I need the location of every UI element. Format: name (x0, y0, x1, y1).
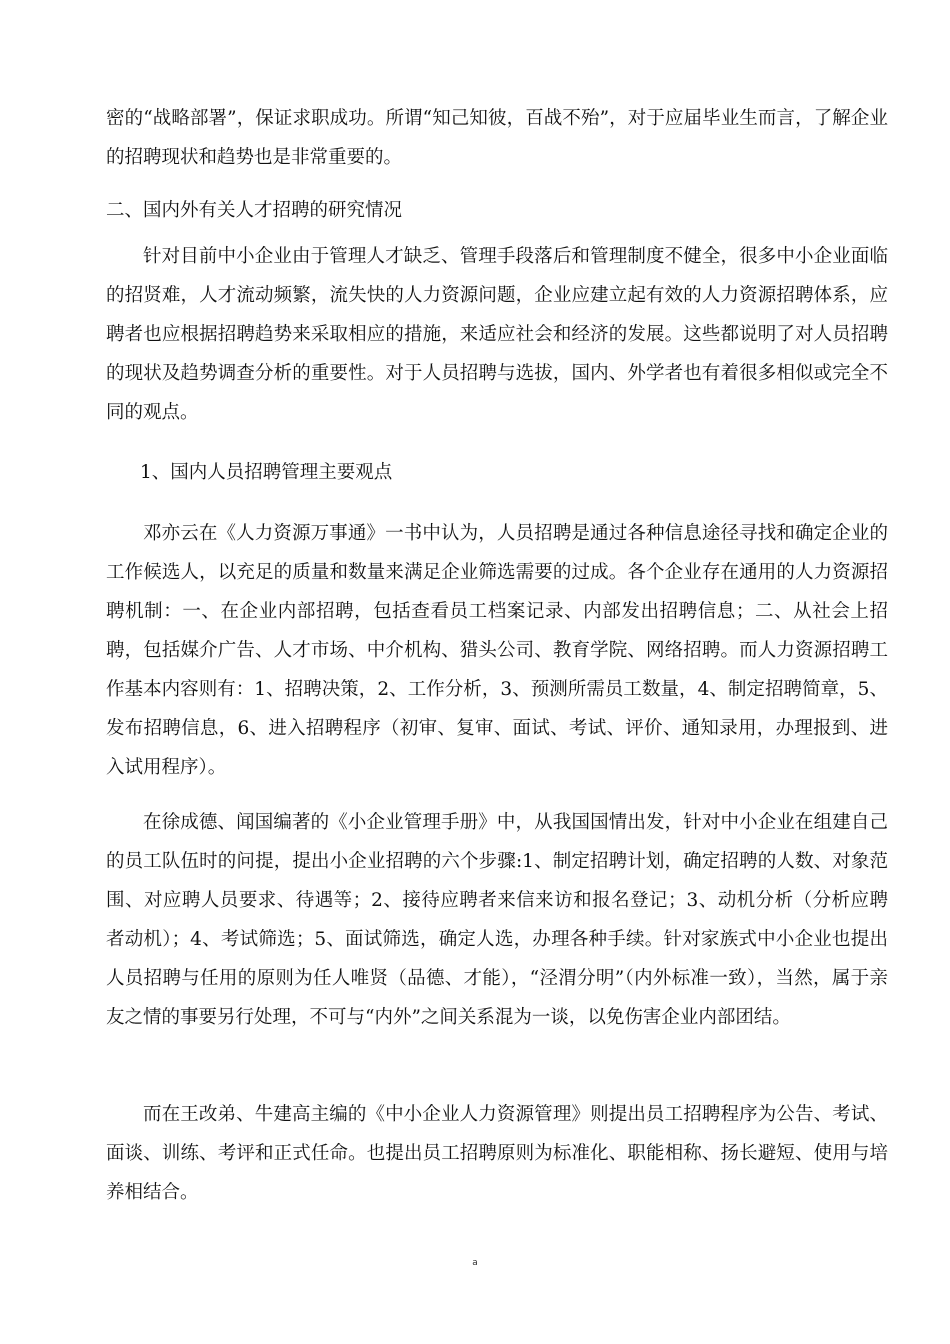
page-footer-mark: a (472, 1258, 478, 1268)
section-heading: 二、国内外有关人才招聘的研究情况 (106, 200, 403, 221)
paragraph-xu: 在徐成德、闻国编著的《小企业管理手册》中，从我国国情出发，针对中小企业在组建自己的员工队伍时的问提，提出小企业招聘的六个步骤:1、制定招聘计划，确定招聘的人数、对象范围、对应聘人员要求、待遇等；2、接待应聘者来信来访和报名登记；3、动机分析（分析应聘者动机）；4、考试筛选；5、面试筛选，确定人选，办理各种手续。针对家族式中小企业也提出人员招聘与任用的原则为任人唯贤（品德、才能），“泾渭分明”（内外标准一致），当然，属于亲友之情的事要另行处理，不可与“内外”之间关系混为一谈，以免伤害企业内部团结。 (106, 812, 888, 1028)
paragraph-continuation: 密的“战略部署”，保证求职成功。所谓“知己知彼，百战不殆”，对于应届毕业生而言，了解企业的招聘现状和趋势也是非常重要的。 (106, 108, 888, 168)
subsection-heading: 1、国内人员招聘管理主要观点 (140, 462, 393, 483)
paragraph-deng: 邓亦云在《人力资源万事通》一书中认为，人员招聘是通过各种信息途径寻找和确定企业的工作候选人，以充足的质量和数量来满足企业筛选需要的过成。各个企业存在通用的人力资源招聘机制：一、在企业内部招聘，包括查看员工档案记录、内部发出招聘信息；二、从社会上招聘，包括媒介广告、人才市场、中介机构、猎头公司、教育学院、网络招聘。而人力资源招聘工作基本内容则有：1、招聘决策，2、工作分析，3、预测所需员工数量，4、制定招聘简章，5、发布招聘信息，6、进入招聘程序（初审、复审、面试、考试、评价、通知录用，办理报到、进入试用程序）。 (106, 523, 888, 778)
paragraph-wang: 而在王改弟、牛建高主编的《中小企业人力资源管理》则提出员工招聘程序为公告、考试、面谈、训练、考评和正式任命。也提出员工招聘原则为标准化、职能相称、扬长避短、使用与培养相结合。 (106, 1104, 888, 1203)
paragraph-intro: 针对目前中小企业由于管理人才缺乏、管理手段落后和管理制度不健全，很多中小企业面临的招贤难，人才流动频繁，流失快的人力资源问题，企业应建立起有效的人力资源招聘体系，应聘者也应根据招聘趋势来采取相应的措施，来适应社会和经济的发展。这些都说明了对人员招聘的现状及趋势调查分析的重要性。对于人员招聘与选拔，国内、外学者也有着很多相似或完全不同的观点。 (106, 246, 888, 423)
